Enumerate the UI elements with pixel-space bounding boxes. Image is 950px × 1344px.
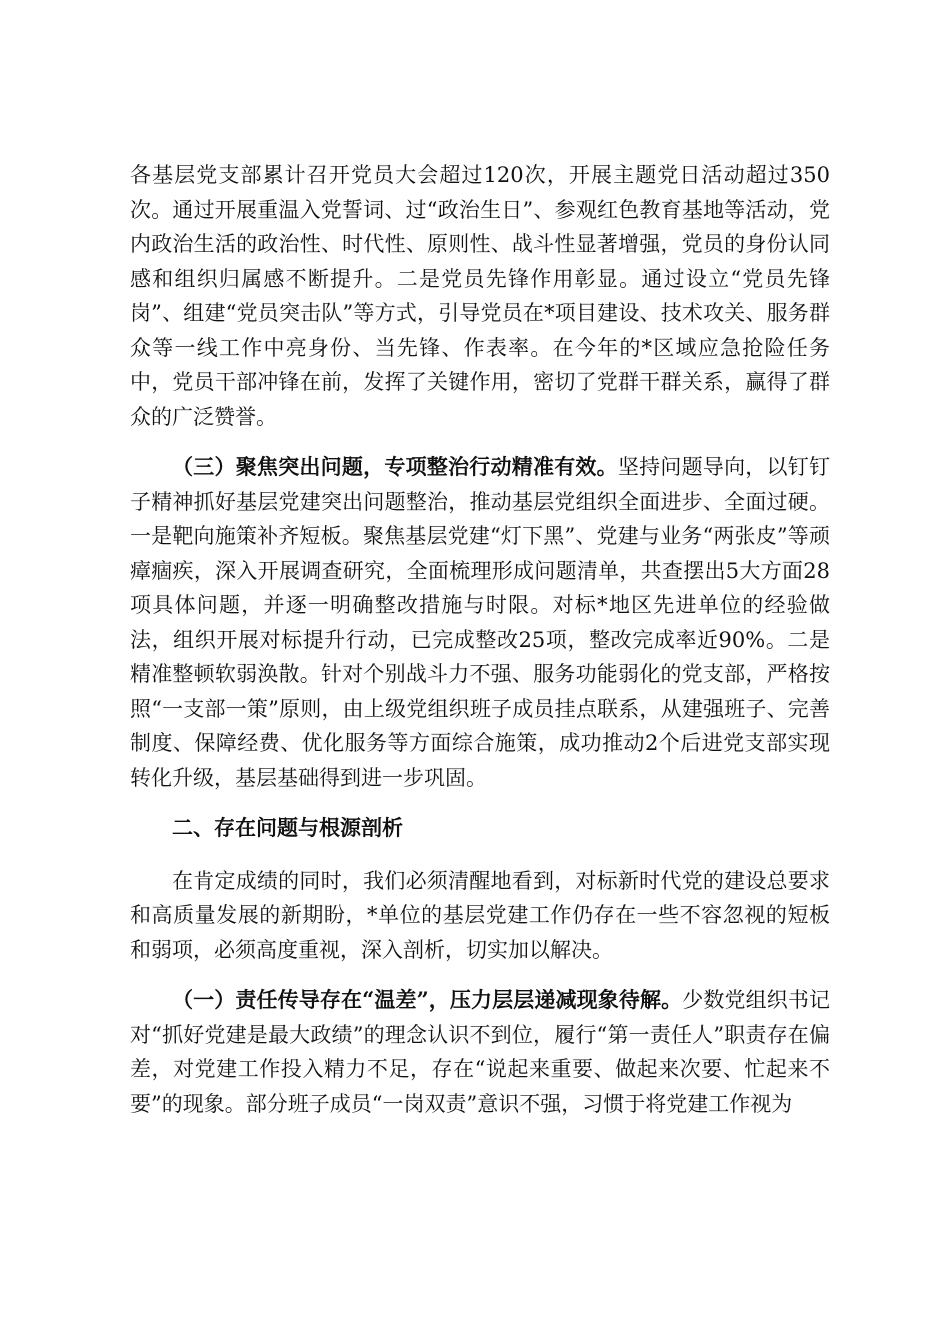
paragraph-text: 少数党组织书记对“抓好党建是最大政绩”的理念认识不到位，履行“第一责任人”职责存在偏差，对党建工作投入精力不足，存在“说起来重要、做起来次要、忙起来不要”的现象。部分班子成员“一岗双责”意识不强，习惯于将党建工作视为 xyxy=(130,988,831,1116)
section-heading: 二、存在问题与根源剖析 xyxy=(172,816,403,840)
paragraph-text: 各基层党支部累计召开党员大会超过120次，开展主题党日活动超过350次。通过开展重温入党誓词、过“政治生日”、参观红色教育基地等活动，党内政治生活的政治性、时代性、原则性、战斗性显著增强，党员的身份认同感和组织归属感不断提升。二是党员先锋作用彰显。通过设立“党员先锋岗”、组建“党员突击队”等方式，引导党员在*项目建设、技术攻关、服务群众等一线工作中亮身份、当先锋、作表率。在今年的*区域应急抢险任务中，党员干部冲锋在前，发挥了关键作用，密切了党群干群关系，赢得了群众的广泛赞誉。 xyxy=(130,163,830,429)
paragraph-text: 坚持问题导向，以钉钉子精神抓好基层党建突出问题整治，推动基层党组织全面进步、全面过硬。一是靶向施策补齐短板。聚焦基层党建“灯下黑”、党建与业务“两张皮”等顽瘴痼疾，深入开展调查研究，全面梳理形成问题清单，共查摆出5大方面28项具体问题，并逐一明确整改措施与时限。对标*地区先进单位的经验做法，组织开展对标提升行动，已完成整改25项，整改完成率近90%。二是精准整顿软弱涣散。针对个别战斗力不强、服务功能弱化的党支部，严格按照“一支部一策”原则，由上级党组织班子成员挂点联系，从建强班子、完善制度、保障经费、优化服务等方面综合施策，成功推动2个后进党支部实现转化升级，基层基础得到进一步巩固。 xyxy=(130,455,831,790)
subsection-heading-3: （三）聚焦突出问题，专项整治行动精准有效。 xyxy=(172,454,618,479)
paragraph-problem-1 xyxy=(130,983,830,1121)
paragraph-party-members-role xyxy=(130,158,830,434)
document-page xyxy=(130,158,830,1121)
subsection-heading-1: （一）责任传导存在“温差”，压力层层递减现象待解。 xyxy=(172,987,683,1012)
paragraph-rectification xyxy=(130,450,830,795)
paragraph-intro: 在肯定成绩的同时，我们必须清醒地看到，对标新时代党的建设总要求和高质量发展的新期盼，*单位的基层党建工作仍存在一些不容忽视的短板和弱项，必须高度重视，深入剖析，切实加以解决。 xyxy=(130,868,830,962)
